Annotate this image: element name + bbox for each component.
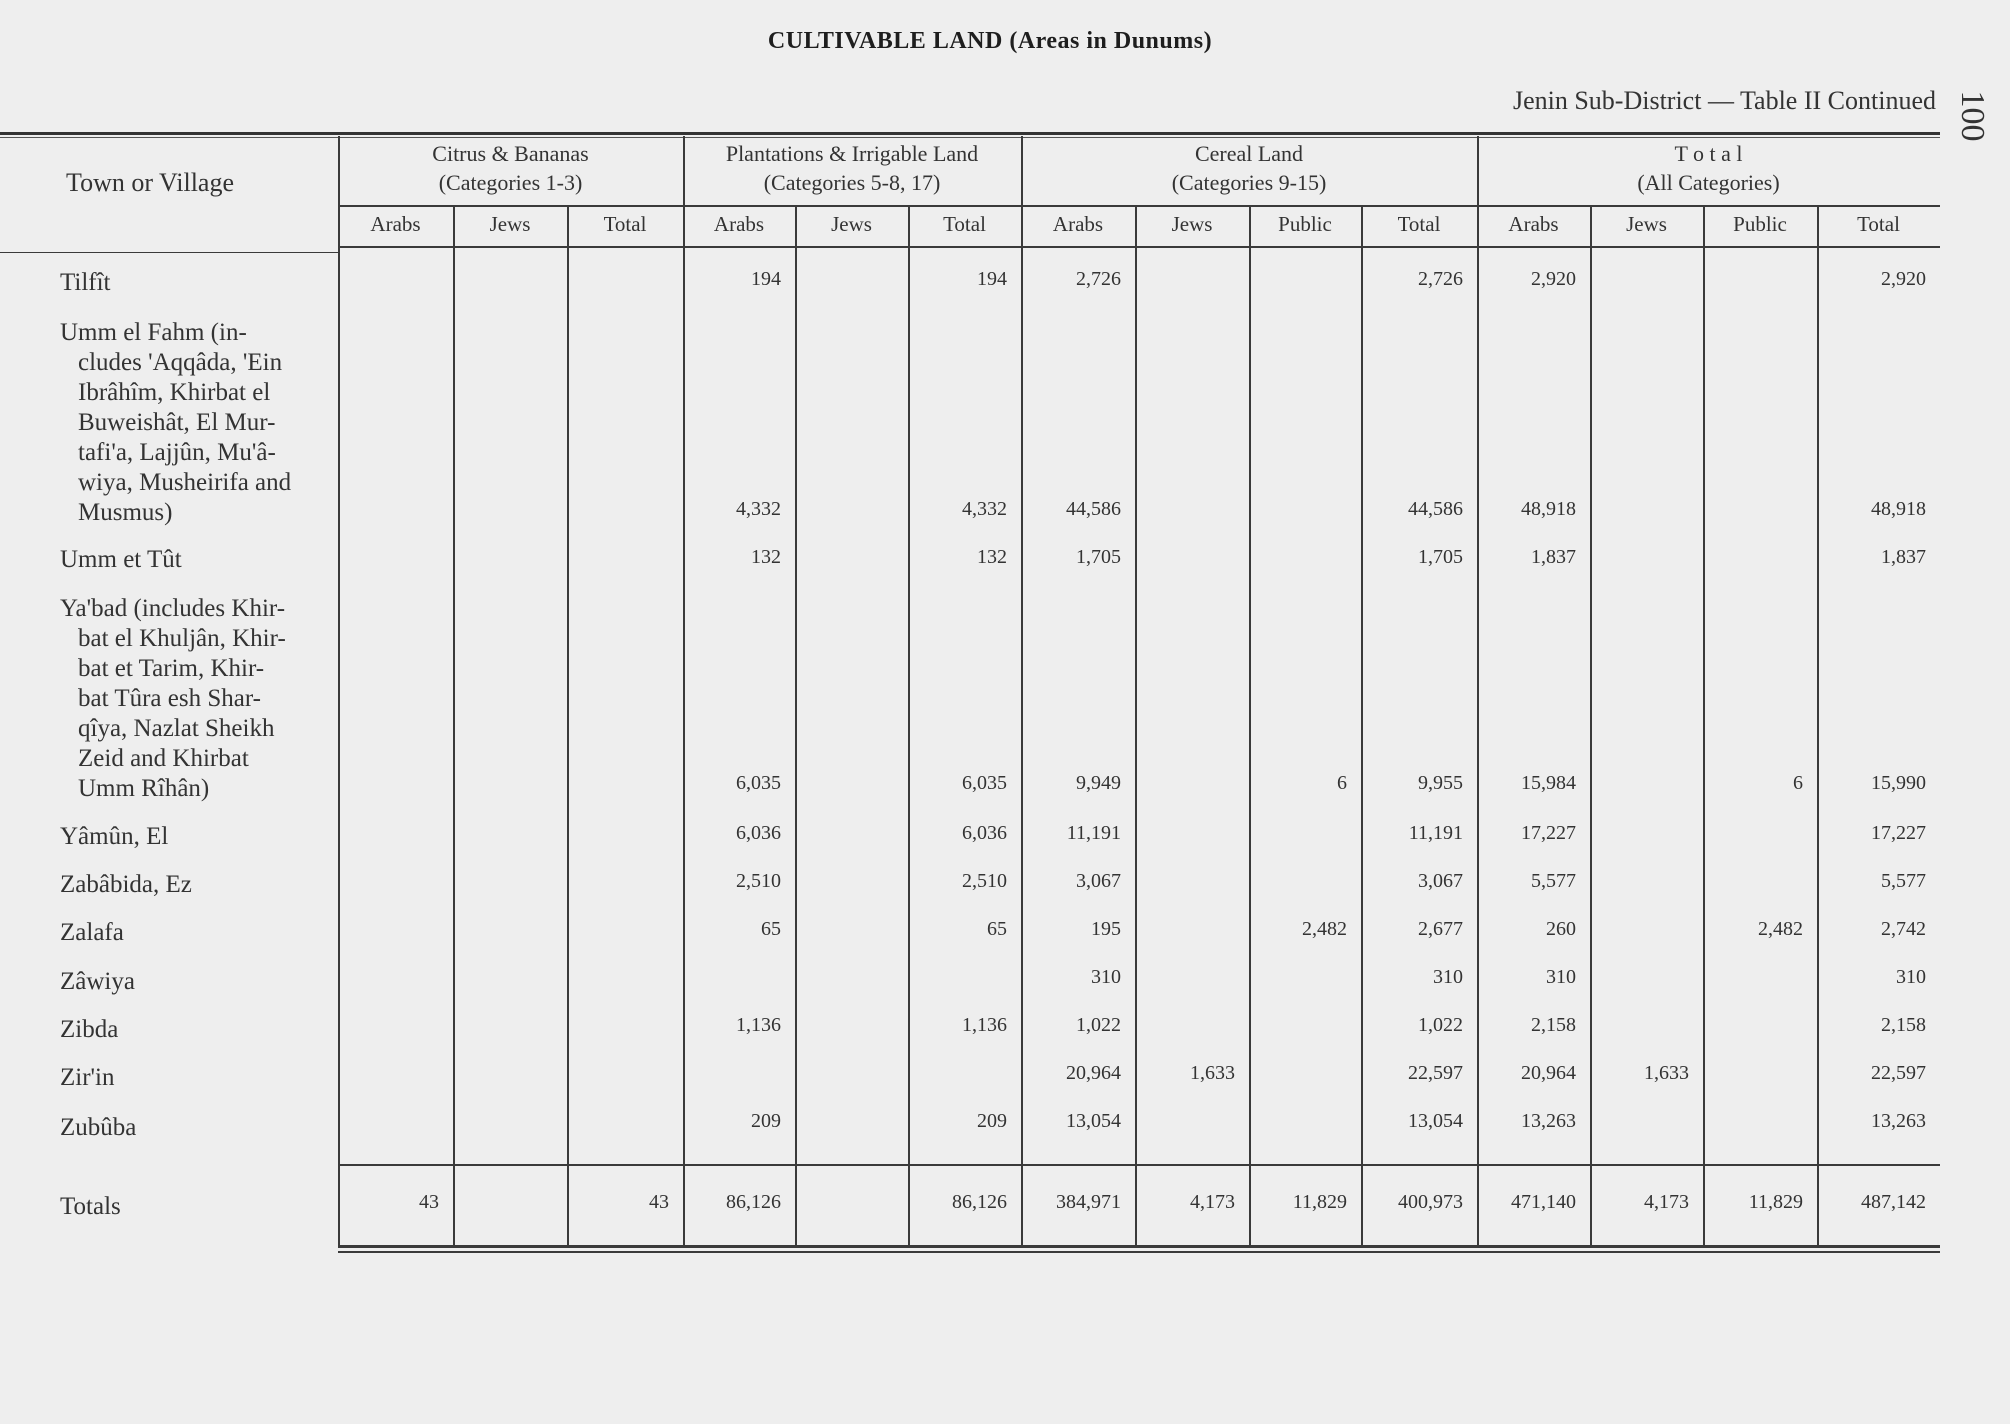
subheader-cell: Arabs [370,212,421,236]
table-cell: 1,633 [1190,1062,1235,1084]
subheader-cell: Arabs [1508,212,1559,236]
totals-cell: 400,973 [1398,1191,1463,1213]
header-bottom-rule-left [0,252,338,253]
table-cell: 22,597 [1408,1062,1463,1084]
subheader-cell: Jews [489,212,531,236]
group-header [683,139,1021,197]
table-cell: 17,227 [1521,822,1576,844]
table-cell: 1,022 [1076,1014,1121,1036]
village-name-line: bat el Khuljân, Khir- [78,625,286,652]
table-cell: 194 [977,268,1007,290]
subheader-rule [338,205,1940,207]
village-name: Tilfît [60,269,111,296]
group-header-line2: (Categories 9-15) [1171,170,1327,195]
group-header-line1: Plantations & Irrigable Land [725,141,979,166]
subheader-cell: Arabs [1052,212,1104,236]
group-header-line1: Citrus & Bananas [432,141,589,166]
bottom-rule-2 [338,1251,1940,1253]
table-cell: 2,726 [1076,268,1121,290]
subheader-cell: Total [943,212,986,236]
table-cell: 6 [1337,772,1347,794]
column-divider [453,205,455,1245]
header-bottom-rule [338,246,1940,248]
column-divider [908,205,910,1245]
table-cell: 2,482 [1302,918,1347,940]
village-name-line: bat Tûra esh Shar- [78,685,262,712]
column-divider [1135,205,1137,1245]
top-rule-thin [0,137,1940,138]
village-name: Umm et Tût [60,546,182,573]
bottom-rule [338,1245,1940,1248]
village-name: Zibda [60,1016,119,1043]
table-cell: 13,263 [1871,1110,1926,1132]
column-divider [795,205,797,1245]
group-header-line2: (Categories 5-8, 17) [763,170,941,195]
column-divider [1361,205,1363,1245]
table-cell: 2,158 [1531,1014,1576,1036]
table-cell: 5,577 [1531,870,1576,892]
table-cell: 2,482 [1758,918,1803,940]
column-divider [567,205,569,1245]
table-cell: 1,022 [1418,1014,1463,1036]
village-name: Zâwiya [60,968,135,995]
village-name [60,318,330,528]
village-name-line: Musmus) [78,499,173,526]
group-header-line2: (All Categories) [1637,170,1780,195]
subheader-cell: Total [603,212,647,236]
group-header [1477,139,1940,197]
village-name-line: Umm el Fahm (in- [60,319,247,346]
table-cell: 4,332 [962,498,1007,520]
subheader-cell: Jews [831,212,872,236]
table-cell: 6 [1793,772,1803,794]
table-cell: 2,510 [962,870,1007,892]
town-column-header: Town or Village [66,168,234,197]
table-cell: 3,067 [1076,870,1121,892]
village-name-line: qîya, Nazlat Sheikh [78,715,275,742]
table-cell: 9,949 [1076,772,1121,794]
table-cell: 1,837 [1881,546,1926,568]
table-cell: 2,510 [736,870,781,892]
column-divider [1590,205,1592,1245]
table-cell: 13,054 [1408,1110,1463,1132]
village-name: Zir'in [60,1064,115,1091]
table-cell: 44,586 [1408,498,1463,520]
village-name-line: Ibrâhîm, Khirbat el [78,379,271,406]
totals-cell: 4,173 [1190,1191,1235,1213]
village-name [60,594,330,804]
table-cell: 6,036 [962,822,1007,844]
table-cell: 3,067 [1418,870,1463,892]
village-name-line: Ya'bad (includes Khir- [60,595,286,622]
table-cell: 2,742 [1881,918,1926,940]
table-cell: 1,837 [1531,546,1576,568]
table-cell: 6,035 [736,772,781,794]
column-divider [683,136,685,1245]
table-cell: 48,918 [1521,498,1576,520]
table-cell: 9,955 [1418,772,1463,794]
village-name-line: wiya, Musheirifa and [78,469,292,496]
group-header [338,139,683,197]
table-cell: 310 [1433,966,1463,988]
table-cell: 132 [751,546,781,568]
table-cell: 48,918 [1871,498,1926,520]
table-cell: 44,586 [1066,498,1121,520]
table-cell: 15,990 [1871,772,1926,794]
page-number: 100 [1954,90,1991,142]
table-cell: 209 [977,1110,1007,1132]
totals-rule [338,1164,1940,1166]
table-cell: 132 [977,546,1007,568]
totals-cell: 471,140 [1511,1191,1576,1213]
table-cell: 2,158 [1881,1014,1926,1036]
village-name-line: Buweishât, El Mur- [78,409,276,436]
group-header-line1: Cereal Land [1194,141,1304,166]
table-cell: 5,577 [1881,870,1926,892]
table-cell: 1,705 [1418,546,1463,568]
table-cell: 310 [1091,966,1121,988]
table-cell: 20,964 [1066,1062,1121,1084]
group-header-line1: T o t a l [1674,141,1743,166]
table-cell: 1,136 [736,1014,781,1036]
table-cell: 4,332 [736,498,781,520]
subheader-cell: Public [1278,212,1332,236]
subheader-cell: Total [1857,212,1900,236]
village-name: Zabâbida, Ez [60,871,192,898]
totals-cell: 11,829 [1748,1191,1803,1213]
table-cell: 11,191 [1066,822,1121,844]
column-divider [1817,205,1819,1245]
page-title: CULTIVABLE LAND (Areas in Dunums) [767,28,1213,54]
village-name: Zalafa [60,919,124,946]
village-name-line: bat et Tarim, Khir- [78,655,265,682]
table-cell: 209 [751,1110,781,1132]
table-cell: 2,920 [1881,268,1926,290]
table-cell: 310 [1896,966,1926,988]
group-header-line2: (Categories 1-3) [438,170,583,195]
totals-cell: 86,126 [952,1191,1007,1213]
subheader-cell: Public [1733,212,1787,236]
table-cell: 15,984 [1521,772,1576,794]
table-cell: 195 [1091,918,1121,940]
table-cell: 17,227 [1871,822,1926,844]
subheader-cell: Jews [1171,212,1213,236]
table-cell: 1,136 [962,1014,1007,1036]
table-cell: 1,705 [1076,546,1121,568]
table-cell: 310 [1546,966,1576,988]
subheader-cell: Jews [1626,212,1667,236]
table-cell: 22,597 [1871,1062,1926,1084]
totals-cell: 11,829 [1292,1191,1347,1213]
village-name-line: cludes 'Aqqâda, 'Ein [78,349,283,376]
totals-cell: 487,142 [1861,1191,1926,1213]
village-name-line: tafi'a, Lajjûn, Mu'â- [78,439,276,466]
village-name-line: Umm Rîhân) [78,775,210,802]
top-rule [0,132,1940,135]
totals-label: Totals [60,1193,121,1220]
column-divider [1703,205,1705,1245]
village-name: Zubûba [60,1114,137,1141]
village-name-line: Zeid and Khirbat [78,745,249,772]
table-cell: 2,920 [1531,268,1576,290]
table-cell: 1,633 [1644,1062,1689,1084]
table-cell: 2,677 [1418,918,1463,940]
column-divider [338,136,340,1245]
totals-cell: 4,173 [1644,1191,1689,1213]
subheader-cell: Arabs [713,212,765,236]
table-cell: 20,964 [1521,1062,1576,1084]
table-cell: 260 [1546,918,1576,940]
totals-cell: 43 [419,1191,439,1213]
group-header [1021,139,1477,197]
table-cell: 2,726 [1418,268,1463,290]
table-cell: 65 [987,918,1007,940]
totals-cell: 86,126 [726,1191,781,1213]
table-cell: 11,191 [1408,822,1463,844]
subheader-cell: Total [1397,212,1441,236]
village-name: Yâmûn, El [60,823,169,850]
table-cell: 6,035 [962,772,1007,794]
column-divider [1249,205,1251,1245]
totals-cell: 43 [649,1191,669,1213]
table-subtitle: Jenin Sub-District — Table II Continued [1512,86,1936,115]
table-cell: 65 [761,918,781,940]
totals-cell: 384,971 [1056,1191,1121,1213]
table-cell: 194 [751,268,781,290]
table-cell: 13,054 [1066,1110,1121,1132]
table-cell: 6,036 [736,822,781,844]
table-cell: 13,263 [1521,1110,1576,1132]
